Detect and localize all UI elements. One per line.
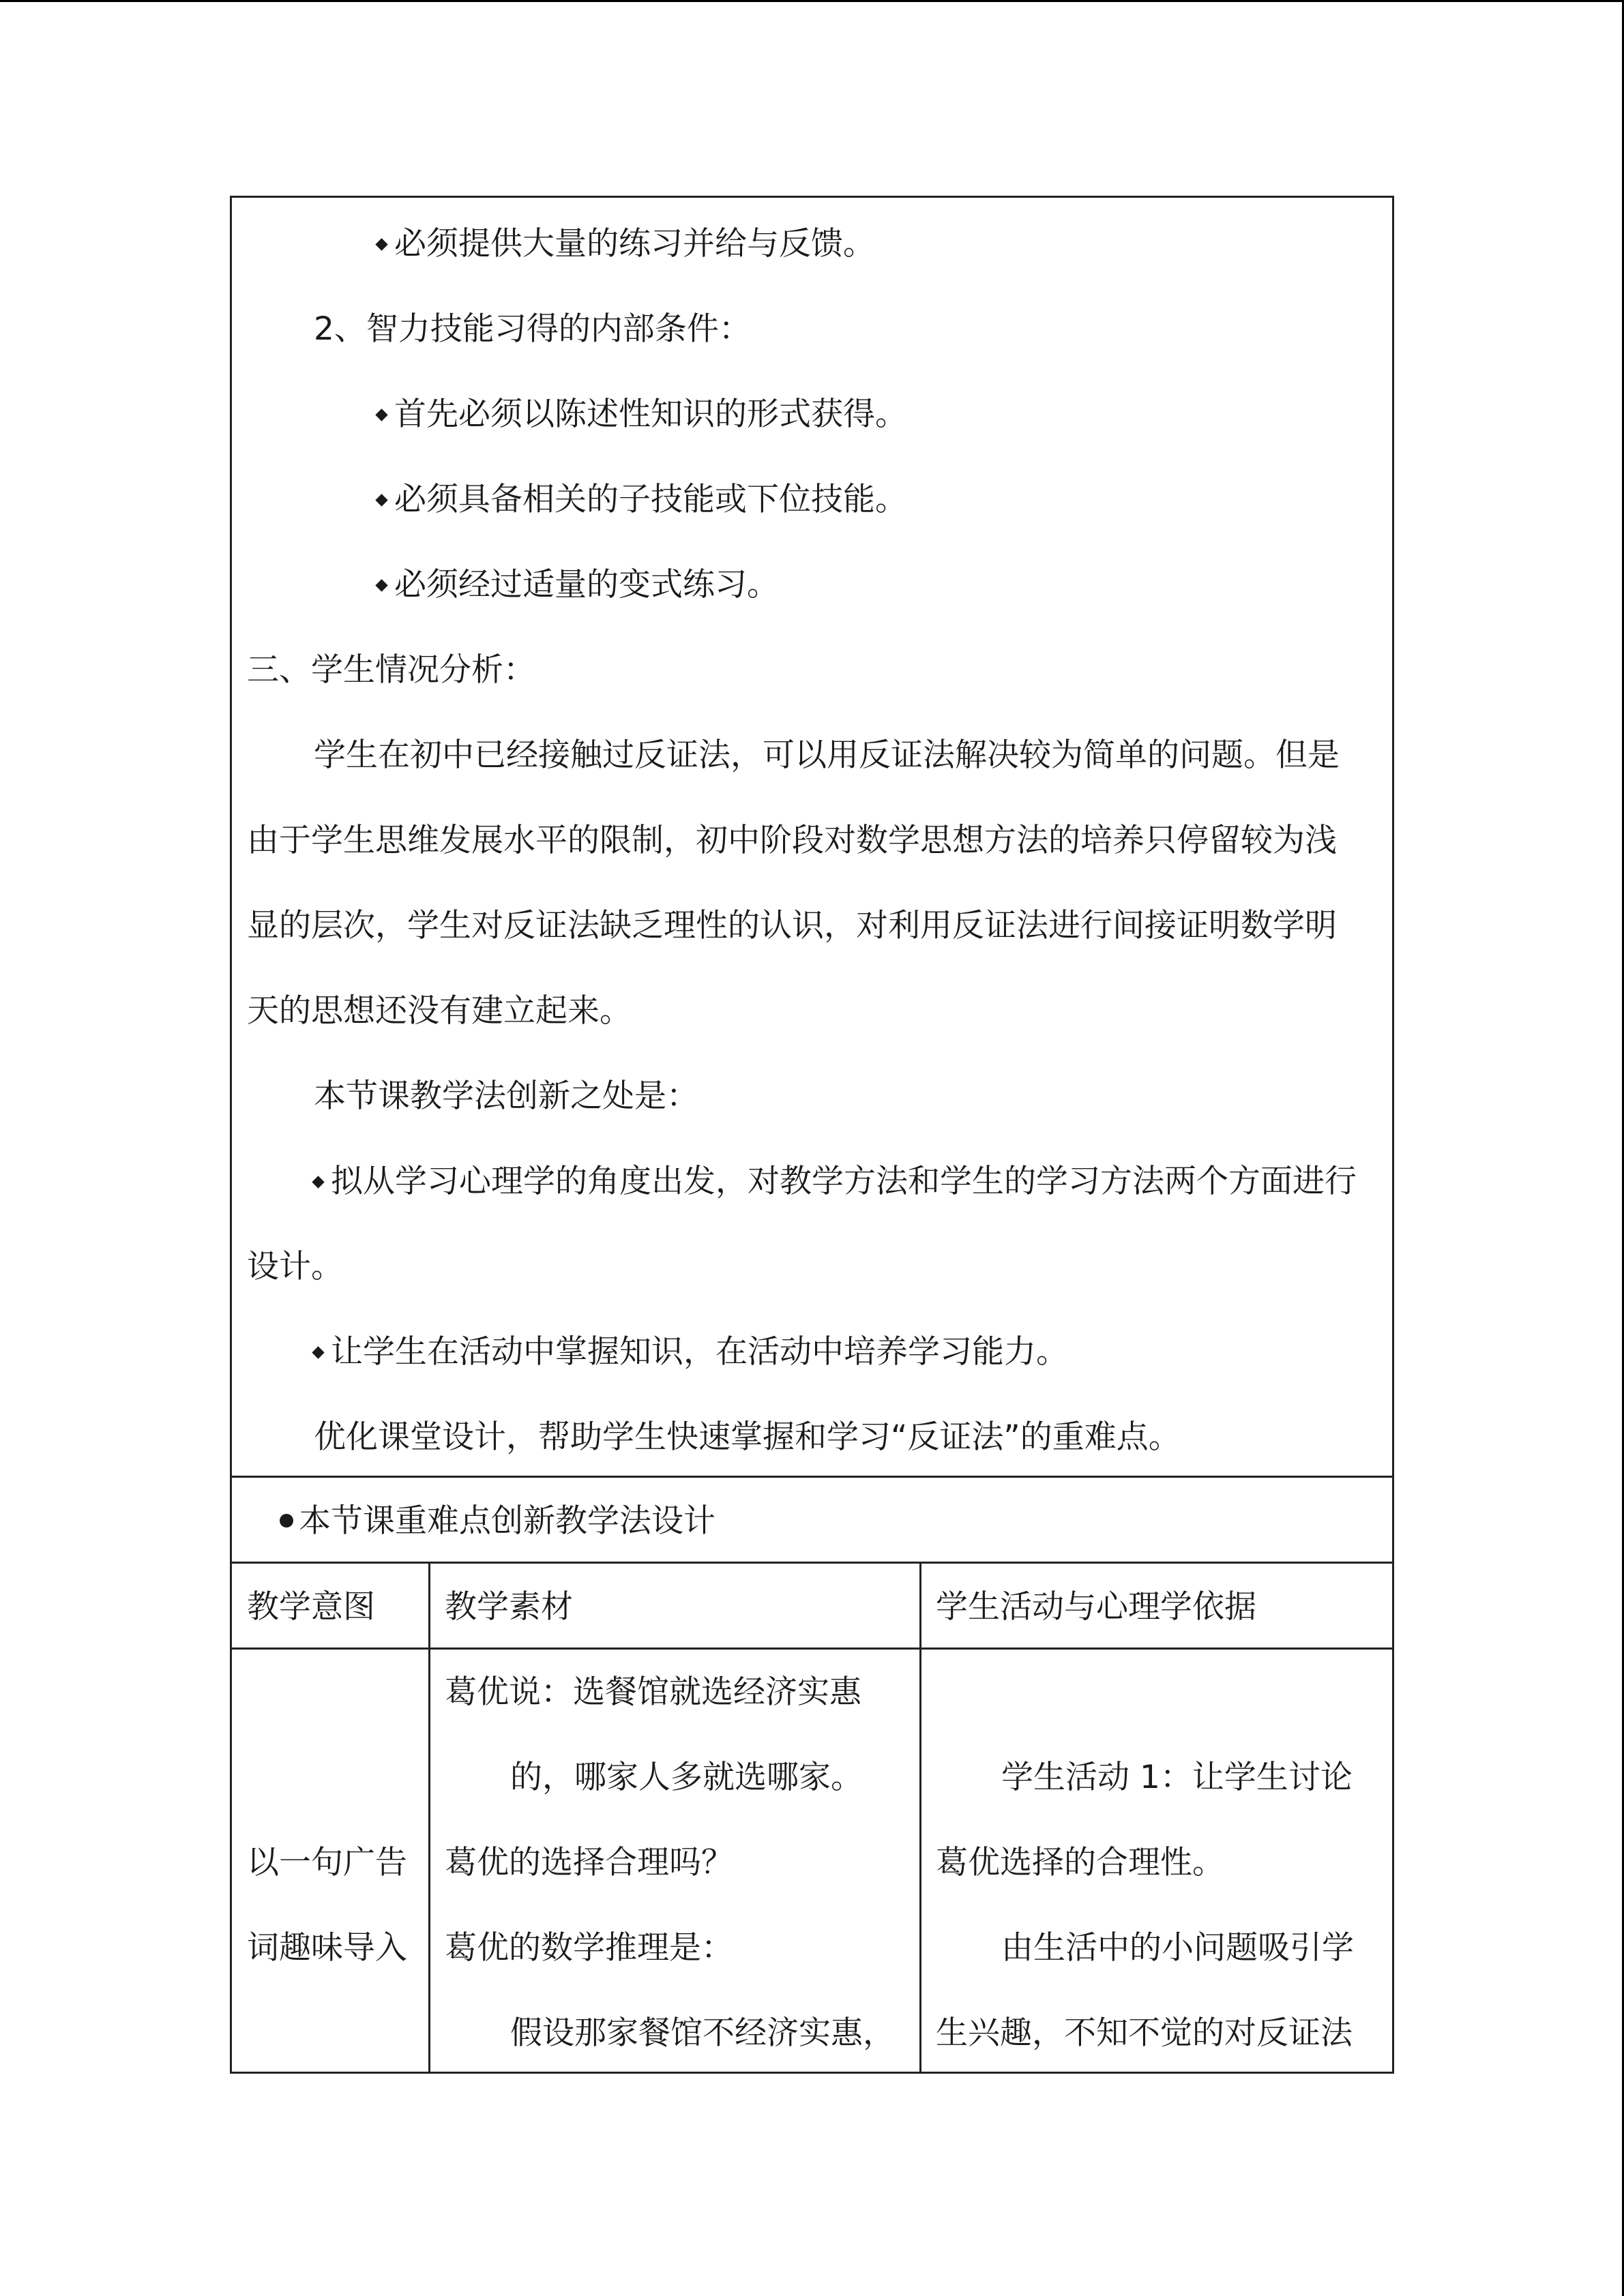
innovation-item-1: 拟从学习心理学的角度出发，对教学方法和学生的学习方法两个方面进行 [314, 1161, 1357, 1202]
design-title-cell [232, 1476, 1392, 1562]
innovation-intro: 本节课教学法创新之处是： [314, 1077, 698, 1115]
para-line-1: 学生在初中已经接触过反证法，可以用反证法解决较为简单的问题。但是 [314, 736, 1340, 774]
intent-line-1: 以一句广告 [247, 1844, 407, 1881]
column-divider [428, 1564, 430, 1648]
material-line-5: 假设那家餐馆不经济实惠， [510, 2014, 895, 2052]
design-title: 本节课重难点创新教学法设计 [280, 1501, 715, 1542]
table-row [232, 1648, 1392, 2072]
material-line-4: 葛优的数学推理是： [445, 1929, 733, 1967]
diamond-bullet-icon [375, 579, 387, 591]
innovation-item-2: 让学生在活动中掌握知识，在活动中培养学习能力。 [314, 1332, 1068, 1373]
diamond-bullet-icon [375, 408, 387, 421]
section3-title: 三、学生情况分析： [247, 651, 535, 689]
header-material: 教学素材 [445, 1588, 573, 1626]
activity-line-2: 葛优选择的合理性。 [936, 1844, 1224, 1881]
diamond-bullet-icon [312, 1346, 324, 1358]
analysis-text-cell [232, 198, 1392, 1476]
optimize-design: 优化课堂设计，帮助学生快速掌握和学习“反证法”的重难点。 [314, 1418, 1181, 1456]
bullet-subskills: 必须具备相关的子技能或下位技能。 [377, 479, 907, 520]
heading-internal-conditions: 2、智力技能习得的内部条件： [314, 310, 751, 348]
activity-line-4: 生兴趣，不知不觉的对反证法 [936, 2014, 1353, 2052]
header-intent: 教学意图 [247, 1588, 375, 1626]
header-activity: 学生活动与心理学依据 [936, 1588, 1256, 1626]
bullet-feedback: 必须提供大量的练习并给与反馈。 [377, 224, 875, 265]
para-line-2: 由于学生思维发展水平的限制，初中阶段对数学思想方法的培养只停留较为浅 [247, 822, 1337, 859]
activity-line-3: 由生活中的小问题吸引学 [1001, 1929, 1354, 1967]
bullet-variation: 必须经过适量的变式练习。 [377, 565, 779, 606]
material-line-3: 葛优的选择合理吗？ [445, 1844, 733, 1881]
column-divider [919, 1564, 921, 1648]
para-line-3: 显的层次，学生对反证法缺乏理性的认识，对利用反证法进行间接证明数学明 [247, 907, 1337, 944]
diamond-bullet-icon [375, 494, 387, 506]
lesson-plan-table [230, 196, 1394, 2074]
column-divider [428, 1650, 430, 2072]
diamond-bullet-icon [375, 238, 387, 250]
innovation-item-1-cont: 设计。 [247, 1248, 343, 1285]
table-header-row [232, 1562, 1392, 1648]
intent-line-2: 词趣味导入 [247, 1929, 407, 1967]
diamond-bullet-icon [312, 1176, 324, 1188]
material-line-1: 葛优说：选餐馆就选经济实惠 [445, 1673, 861, 1711]
material-line-2: 的，哪家人多就选哪家。 [510, 1759, 863, 1796]
activity-line-1: 学生活动 1：让学生讨论 [1001, 1759, 1353, 1796]
column-divider [919, 1650, 921, 2072]
para-line-4: 天的思想还没有建立起来。 [247, 992, 632, 1030]
top-border-line [0, 0, 1624, 2]
bullet-declarative: 首先必须以陈述性知识的形式获得。 [377, 394, 907, 435]
dot-bullet-icon [280, 1514, 293, 1527]
